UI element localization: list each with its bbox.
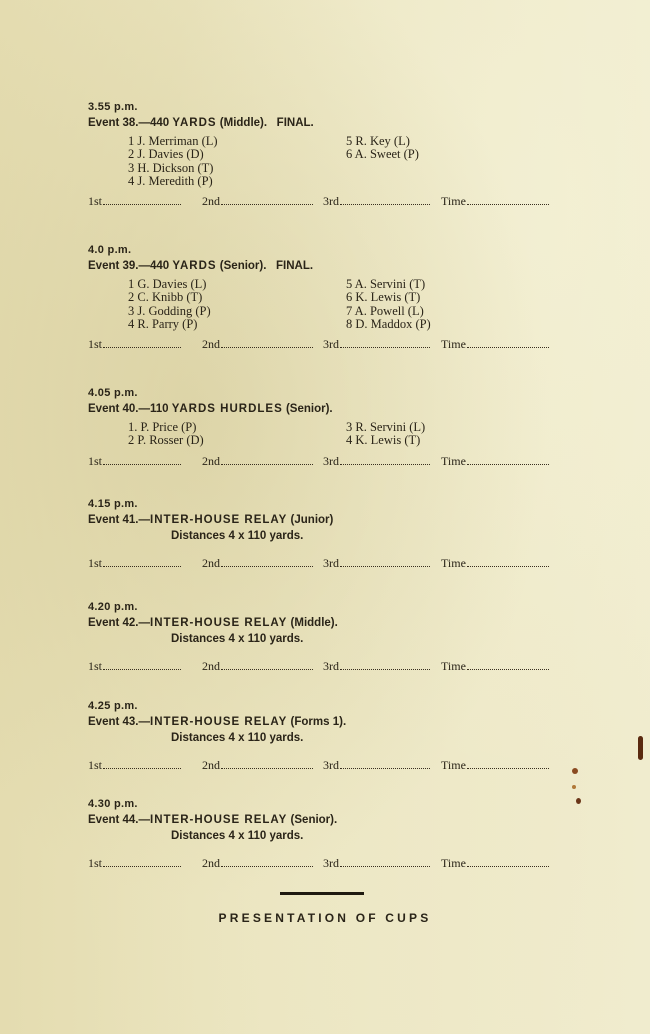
result-field <box>323 556 430 571</box>
entrant: 7 A. Powell (L) <box>346 303 424 318</box>
result-field <box>88 337 181 352</box>
result-field <box>441 856 549 871</box>
event-time: 3.55 p.m. <box>88 101 138 113</box>
entrant: 3 H. Dickson (T) <box>128 160 214 175</box>
event-title <box>88 714 568 730</box>
event-title <box>88 812 568 828</box>
result-field <box>323 454 430 469</box>
result-label: Time <box>441 659 466 673</box>
entrants-column-right <box>346 135 419 162</box>
result-blank <box>467 556 549 567</box>
entrant: 2 J. Davies (D) <box>128 147 204 162</box>
results-line <box>88 659 568 675</box>
entrant: 4 K. Lewis (T) <box>346 433 421 448</box>
result-label: 1st <box>88 659 103 673</box>
entrants-list <box>88 278 568 337</box>
results-line <box>88 454 568 470</box>
result-blank <box>103 454 181 465</box>
event-block <box>88 600 568 675</box>
event-block <box>88 243 568 353</box>
results-line <box>88 556 568 572</box>
result-label: 2nd <box>202 337 220 352</box>
results-line <box>88 337 568 353</box>
result-field <box>202 194 313 209</box>
result-field <box>202 856 313 871</box>
result-label: Time <box>441 556 466 570</box>
event-number: Event 44.— <box>88 814 150 826</box>
result-label: Time <box>441 194 466 209</box>
ink-stain <box>576 798 581 804</box>
result-blank <box>467 454 549 465</box>
result-field <box>88 758 181 773</box>
result-label: Time <box>441 337 466 352</box>
event-final-label: FINAL. <box>276 260 314 272</box>
event-distance: Distances 4 x 110 yards. <box>171 530 304 542</box>
result-field <box>323 194 430 209</box>
event-block <box>88 699 568 774</box>
result-label: 3rd <box>323 453 339 468</box>
results-line <box>88 758 568 774</box>
result-blank <box>221 194 313 205</box>
event-name: INTER-HOUSE RELAY <box>150 617 288 629</box>
result-label: 3rd <box>323 659 339 673</box>
event-name: INTER-HOUSE RELAY <box>150 814 288 826</box>
event-category: (Senior). <box>290 814 338 826</box>
result-field <box>88 659 181 674</box>
event-category: (Middle). <box>219 117 268 129</box>
entrant: 6 A. Sweet (P) <box>346 147 419 162</box>
event-block <box>88 797 568 872</box>
entrants-list <box>88 421 568 454</box>
ink-stain <box>638 736 643 760</box>
event-time: 4.25 p.m. <box>88 700 138 712</box>
result-label: 3rd <box>323 856 339 870</box>
event-category: (Middle). <box>290 617 338 629</box>
result-field <box>441 556 549 571</box>
result-label: Time <box>441 453 466 468</box>
result-field <box>323 856 430 871</box>
result-label: 2nd <box>202 194 220 209</box>
result-blank <box>467 856 549 867</box>
result-blank <box>221 856 313 867</box>
result-blank <box>340 337 430 348</box>
footer-rule <box>280 892 364 895</box>
result-label: 1st <box>88 758 103 772</box>
result-blank <box>340 856 430 867</box>
event-name: INTER-HOUSE RELAY <box>150 716 288 728</box>
result-field <box>202 454 313 469</box>
result-blank <box>221 556 313 567</box>
result-label: Time <box>441 856 466 870</box>
result-blank <box>467 758 549 769</box>
result-label: 2nd <box>202 556 220 570</box>
result-label: 2nd <box>202 856 220 870</box>
result-field <box>323 758 430 773</box>
result-blank <box>103 659 181 670</box>
result-field <box>88 454 181 469</box>
result-field <box>441 454 549 469</box>
event-time: 4.0 p.m. <box>88 244 132 256</box>
event-number: Event 42.— <box>88 617 150 629</box>
result-label: 1st <box>88 337 103 352</box>
ink-stain <box>572 785 576 789</box>
result-field <box>202 659 313 674</box>
entrant: 8 D. Maddox (P) <box>346 316 431 331</box>
result-label: 1st <box>88 453 103 468</box>
result-field <box>441 758 549 773</box>
result-field <box>202 556 313 571</box>
entrant: 1 J. Merriman (L) <box>128 134 218 148</box>
result-blank <box>221 659 313 670</box>
result-label: 1st <box>88 856 103 870</box>
event-title <box>88 512 568 528</box>
result-blank <box>221 758 313 769</box>
entrants-list <box>88 135 568 194</box>
entrants-column-left <box>128 421 204 448</box>
result-field <box>323 659 430 674</box>
result-blank <box>340 194 430 205</box>
event-block <box>88 497 568 572</box>
event-number: Event 38.—440 <box>88 117 170 129</box>
entrant: 1 G. Davies (L) <box>128 277 207 291</box>
results-line <box>88 194 568 210</box>
result-blank <box>467 337 549 348</box>
result-blank <box>340 454 430 465</box>
result-blank <box>221 454 313 465</box>
entrant: 3 J. Godding (P) <box>128 303 211 318</box>
result-field <box>323 337 430 352</box>
entrants-column-right <box>346 278 431 331</box>
result-label: 1st <box>88 194 103 209</box>
event-block <box>88 100 568 210</box>
result-label: 3rd <box>323 758 339 772</box>
result-label: Time <box>441 758 466 772</box>
result-blank <box>467 194 549 205</box>
result-label: 2nd <box>202 453 220 468</box>
result-blank <box>103 856 181 867</box>
ink-stain <box>572 768 578 774</box>
result-field <box>441 337 549 352</box>
result-label: 1st <box>88 556 103 570</box>
result-field <box>441 194 549 209</box>
footer-heading: PRESENTATION OF CUPS <box>218 911 432 925</box>
event-time: 4.20 p.m. <box>88 601 138 613</box>
result-blank <box>340 556 430 567</box>
event-category: (Senior). <box>285 403 333 415</box>
result-label: 3rd <box>323 556 339 570</box>
entrants-column-right <box>346 421 425 448</box>
entrants-column-left <box>128 278 211 331</box>
result-field <box>202 758 313 773</box>
entrant: 2 P. Rosser (D) <box>128 433 204 448</box>
entrant: 2 C. Knibb (T) <box>128 290 203 305</box>
result-field <box>202 337 313 352</box>
event-title <box>88 115 568 131</box>
entrant: 4 R. Parry (P) <box>128 316 198 331</box>
result-blank <box>103 556 181 567</box>
result-blank <box>467 659 549 670</box>
entrant: 3 R. Servini (L) <box>346 420 426 434</box>
event-number: Event 40.—110 <box>88 403 169 415</box>
result-blank <box>221 337 313 348</box>
event-final-label: FINAL. <box>276 117 314 129</box>
event-distance: Distances 4 x 110 yards. <box>171 732 304 744</box>
event-time: 4.30 p.m. <box>88 798 138 810</box>
event-title <box>88 615 568 631</box>
event-block <box>88 386 568 470</box>
result-label: 3rd <box>323 337 339 352</box>
result-label: 2nd <box>202 758 220 772</box>
result-blank <box>103 194 181 205</box>
event-category: (Junior) <box>290 514 334 526</box>
result-blank <box>103 337 181 348</box>
entrant: 6 K. Lewis (T) <box>346 290 421 305</box>
event-name: YARDS HURDLES <box>171 403 283 415</box>
event-name: INTER-HOUSE RELAY <box>150 514 288 526</box>
event-title <box>88 401 568 417</box>
entrant: 5 R. Key (L) <box>346 134 410 148</box>
entrant: 5 A. Servini (T) <box>346 277 426 291</box>
result-field <box>88 556 181 571</box>
entrants-column-left <box>128 135 218 188</box>
event-number: Event 39.—440 <box>88 260 170 272</box>
result-blank <box>340 659 430 670</box>
event-distance: Distances 4 x 110 yards. <box>171 633 304 645</box>
event-time: 4.15 p.m. <box>88 498 138 510</box>
event-title <box>88 258 568 274</box>
result-label: 3rd <box>323 194 339 209</box>
results-line <box>88 856 568 872</box>
event-number: Event 41.— <box>88 514 150 526</box>
event-name: YARDS <box>172 260 217 272</box>
result-label: 2nd <box>202 659 220 673</box>
entrant: 4 J. Meredith (P) <box>128 173 213 188</box>
event-number: Event 43.— <box>88 716 150 728</box>
event-time: 4.05 p.m. <box>88 387 138 399</box>
result-field <box>88 194 181 209</box>
event-category: (Senior). <box>219 260 267 272</box>
result-field <box>88 856 181 871</box>
result-blank <box>340 758 430 769</box>
result-field <box>441 659 549 674</box>
event-category: (Forms 1). <box>290 716 347 728</box>
event-distance: Distances 4 x 110 yards. <box>171 830 304 842</box>
event-name: YARDS <box>172 117 217 129</box>
entrant: 1. P. Price (P) <box>128 420 197 434</box>
result-blank <box>103 758 181 769</box>
